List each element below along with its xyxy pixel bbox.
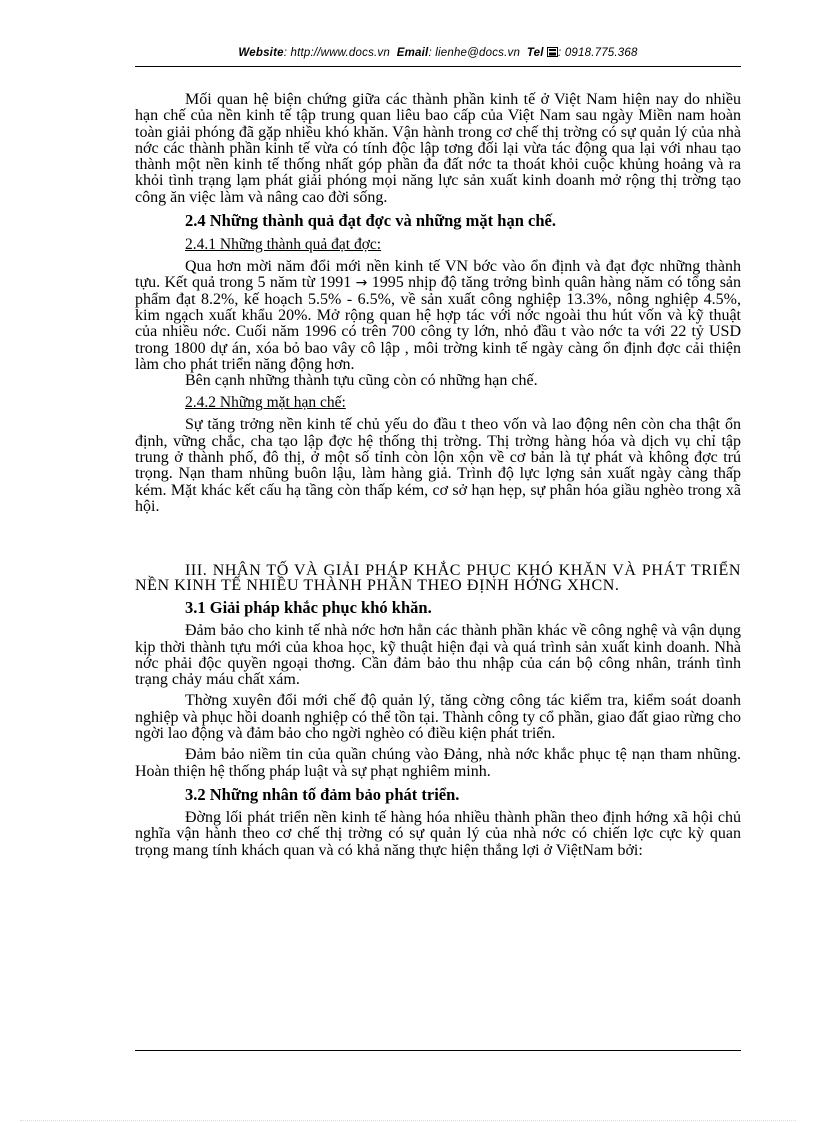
arrow-right-icon: →	[355, 275, 368, 292]
paragraph-solution-2: Thờng xuyên đổi mới chế độ quản lý, tăng cờng công tác kiểm tra, kiểm soát doanh nghiệp và phục hồi doanh nghiệp có thể tồn tại. Thành công ty cổ phần, giao đất giao rừng cho ngời lao động và đảm bảo cho ngời nghèo có điều kiện phát triển.	[135, 692, 742, 743]
phone-icon	[547, 47, 558, 57]
tel-label: Tel	[526, 47, 544, 59]
email-value: : lienhe@docs.vn	[428, 47, 521, 59]
paragraph-limitations: Sự tăng trởng nền kinh tế chủ yếu do đầu t theo vốn và lao động nên còn cha thật ổn định, vững chắc, cha tạo lập đợc hệ thống thị trờng. Thị trờng hàng hóa và dịch vụ chỉ tập trung ở thành phố, đô thị, ở một số tỉnh còn lộn xộn về cơ bản là tự phát và không đợc trú trọng. Nạn tham nhũng buôn lậu, làm hàng giả. Trình độ lực lợng sản xuất ngày càng thấp kém. Mặt khác kết cấu hạ tầng còn thấp kém, cơ sở hạn hẹp, sự phân hóa giầu nghèo trong xã hội.	[135, 416, 741, 515]
paragraph-solution-1: Đảm bảo cho kinh tế nhà nớc hơn hẳn các thành phần khác về công nghệ và vận dụng kịp thời thành tựu mới của khoa học, kỹ thuật hiện đại và quá trình sản xuất kinh doanh. Nhà nớc phải độc quyền ngoại thơng. Cần đảm bảo thu nhập của cán bộ công nhân, tránh tình trạng chảy máu chất xám.	[135, 622, 741, 689]
paragraph-achievements	[135, 259, 741, 373]
document-body	[135, 92, 741, 859]
website-label: Website	[238, 47, 284, 59]
page-header	[135, 47, 741, 59]
heading-2-4-2: 2.4.2 Những mặt hạn chế:	[185, 394, 346, 412]
header-rule	[135, 66, 741, 67]
paragraph-factors: Đờng lối phát triển nền kinh tế hàng hóa nhiều thành phần theo định hớng xã hội chủ nghĩa vận hành theo cơ chế thị trờng có sự quản lý của nhà nớc có chiến lợc cực kỳ quan trọng mang tính khách quan và có khả năng thực hiện thắng lợi ở ViệtNam bởi:	[135, 808, 741, 859]
heading-3-1: 3.1 Giải pháp khắc phục khó khăn.	[185, 598, 432, 618]
heading-2-4: 2.4 Những thành quả đạt đợc và những mặt hạn chế.	[185, 211, 556, 231]
achievements-part-a: Qua hơn mời năm đổi mới nền kinh tế VN bớc vào ổn định và đạt đợc những thành tựu. Kết quả trong 5 năm từ 1991	[135, 258, 741, 292]
page-edge	[20, 1120, 796, 1121]
heading-2-4-1: 2.4.1 Những thành quả đạt đợc:	[185, 236, 382, 254]
heading-3-2: 3.2 Những nhân tố đảm bảo phát triển.	[185, 784, 460, 804]
paragraph-limitations-intro: Bên cạnh những thành tựu cũng còn có những hạn chế.	[185, 372, 538, 390]
website-value: : http://www.docs.vn	[283, 47, 390, 59]
email-label: Email	[396, 47, 429, 59]
tel-value: : 0918.775.368	[558, 47, 638, 59]
paragraph-intro: Mối quan hệ biện chứng giữa các thành phần kinh tế ở Việt Nam hiện nay do nhiều hạn chế của nền kinh tế tập trung quan liêu bao cấp của Việt Nam sau ngày Miền nam hoàn toàn giải phóng đã gặp nhiều khó khăn. Vận hành trong cơ chế thị trờng có sự quản lý của nhà nớc các thành phần kinh tế vừa có tính độc lập tơng đối lại vừa tác động qua lại với nhau tạo thành một nền kinh tế thống nhất góp phần đa đất nớc ta thoát khỏi cuộc khủng hoảng và ra khỏi tình trạng lạm phát giải phóng mọi năng lực sản xuất kinh doanh mở rộng thị trờng tạo công ăn việc làm và nâng cao đời sống.	[135, 91, 741, 206]
section-iii-title: III. NHÂN TỐ VÀ GIẢI PHÁP KHẮC PHỤC KHÓ KHĂN VÀ PHÁT TRIỂN NỀN KINH TẾ NHIỀU THÀNH PHẦN THEO ĐỊNH HỚNG XHCN.	[135, 562, 741, 595]
paragraph-solution-3: Đảm bảo niềm tin của quần chúng vào Đảng, nhà nớc khắc phục tệ nạn tham nhũng. Hoàn thiện hệ thống pháp luật và sự phạt nghiêm minh.	[135, 746, 741, 780]
achievements-part-b: 1995 nhịp độ tăng trởng bình quân hàng năm có tổng sản phẩm đạt 8.2%, kế hoạch 5.5% - 6.5%, về sản xuất công nghiệp 13.3%, nông nghiệp 4.5%, kim ngạch xuất khẩu 20%. Mở rộng quan hệ hợp tác với nớc ngoài thu hút vốn và kỹ thuật của nhiều nớc. Cuối năm 1996 có trên 700 công ty lớn, nhỏ đầu t vào nớc ta với 22 tỷ USD trong 1800 dự án, xóa bỏ bao vây cô lập , môi trờng kinh tế ngày càng ổn định đợc cải thiện làm cho phát triển năng động hơn.	[135, 274, 742, 373]
footer-rule	[135, 1050, 741, 1051]
